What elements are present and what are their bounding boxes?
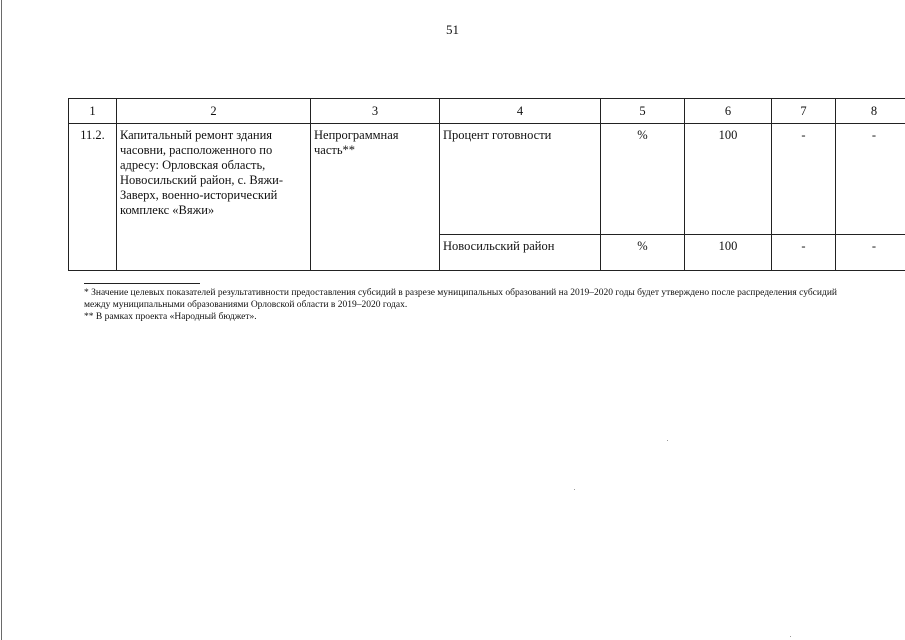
program-cell: Непрограммная часть**	[311, 124, 440, 271]
col8-cell: -	[836, 235, 905, 271]
footnotes	[84, 287, 844, 323]
value-cell: 100	[685, 235, 772, 271]
footnote-1: * Значение целевых показателей результативности предоставления субсидий в разрезе муниципальных образований на 2019–2020 годы будет утверждено после распределения субсидий между муниципальными образованиями Орловской области в 2019–2020 годах.	[84, 288, 837, 310]
page-left-edge	[1, 0, 2, 640]
table-header-row	[69, 99, 905, 124]
indicator-table	[68, 98, 905, 271]
col7-cell: -	[772, 124, 836, 235]
row-number-cell: 11.2.	[69, 124, 117, 271]
header-cell: 1	[69, 99, 117, 124]
object-name-cell: Капитальный ремонт здания часовни, расположенного по адресу: Орловская область, Новосильский район, с. Вяжи-Заверх, военно-исторический комплекс «Вяжи»	[117, 124, 311, 271]
value-cell: 100	[685, 124, 772, 235]
table-row	[69, 124, 905, 235]
header-cell: 4	[440, 99, 601, 124]
scan-speck	[790, 636, 791, 637]
unit-cell: %	[601, 235, 685, 271]
header-cell: 2	[117, 99, 311, 124]
indicator-name-cell: Процент готовности	[440, 124, 601, 235]
header-cell: 6	[685, 99, 772, 124]
indicator-name-cell: Новосильский район	[440, 235, 601, 271]
page-number: 51	[446, 22, 459, 37]
footnote-divider	[84, 283, 200, 284]
header-cell: 7	[772, 99, 836, 124]
scan-speck	[667, 440, 668, 441]
col7-cell: -	[772, 235, 836, 271]
footnote-2: ** В рамках проекта «Народный бюджет».	[84, 312, 257, 322]
header-cell: 8	[836, 99, 905, 124]
scan-speck	[574, 489, 575, 490]
header-cell: 3	[311, 99, 440, 124]
unit-cell: %	[601, 124, 685, 235]
header-cell: 5	[601, 99, 685, 124]
col8-cell: -	[836, 124, 905, 235]
